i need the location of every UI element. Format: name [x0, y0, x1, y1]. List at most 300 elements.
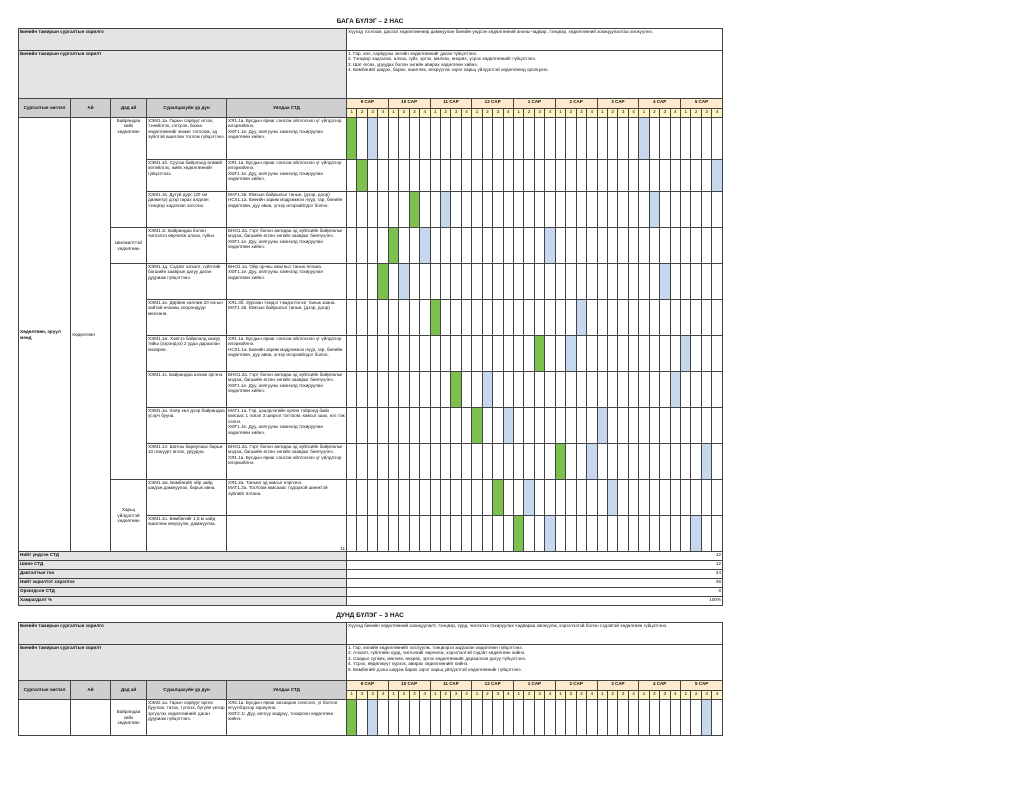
week-cell [670, 264, 680, 300]
integrated-item: ХӨГ1.1е. Дуу, аялгууны хэмнэлд тохируулан хөдөлгөөн хийнэ. [228, 238, 324, 250]
week-cell [409, 160, 419, 192]
integrated-cell [227, 336, 347, 372]
week-cell [534, 264, 544, 300]
week-cell [524, 408, 534, 444]
week-cell [472, 336, 482, 372]
week-cell [430, 444, 440, 480]
review-week-cell [503, 408, 513, 444]
week-cell [440, 700, 450, 736]
week-cell [534, 444, 544, 480]
week-cell [639, 408, 649, 444]
week-cell [597, 228, 607, 264]
week-cell [378, 228, 388, 264]
week-cell [357, 480, 367, 516]
week-cell [566, 444, 576, 480]
week-cell [472, 118, 482, 160]
week-cell [451, 118, 461, 160]
week-cell [660, 192, 670, 228]
week-cell [660, 336, 670, 372]
week-cell [701, 372, 711, 408]
month-header: 9 САР [347, 99, 389, 109]
week-cell [691, 160, 701, 192]
week-cell [378, 118, 388, 160]
week-cell [545, 118, 555, 160]
week-cell [514, 444, 524, 480]
header-area: Сургалтын чиглэл [19, 681, 71, 700]
week-cell [482, 300, 492, 336]
week-cell [555, 160, 565, 192]
week-number: 2 [649, 691, 659, 700]
week-cell [357, 118, 367, 160]
week-cell [555, 264, 565, 300]
week-cell [545, 372, 555, 408]
summary-value: 36 [347, 579, 723, 588]
subgroup-cell: Байрандаа хийх хөдөлгөөн [111, 700, 147, 736]
summary-label: Шинэ СТД [19, 561, 347, 570]
week-cell [524, 336, 534, 372]
week-cell [399, 444, 409, 480]
subarea-cell [71, 700, 111, 736]
week-cell [681, 700, 691, 736]
integrated-item: МАТ1.3в. Юмсын байршлыг таньж, (дээр, доор) [228, 192, 330, 197]
week-number: 3 [409, 109, 419, 118]
week-cell [649, 264, 659, 300]
week-cell [493, 444, 503, 480]
week-number: 3 [660, 109, 670, 118]
week-cell [587, 300, 597, 336]
integrated-item: ХЯ1.1а. Бусдын яриаг сонсож ойлгосноо үг үйлдлээр илэрхийлнэ. [228, 160, 342, 171]
week-cell [670, 516, 680, 552]
review-week-cell [701, 444, 711, 480]
week-cell [587, 160, 597, 192]
week-cell [670, 336, 680, 372]
week-cell [597, 372, 607, 408]
week-cell [576, 336, 586, 372]
week-cell [420, 336, 430, 372]
week-cell [503, 264, 513, 300]
review-week-cell [545, 516, 555, 552]
month-header: 2 САР [555, 681, 597, 691]
week-cell [607, 336, 617, 372]
week-cell [503, 192, 513, 228]
week-cell [639, 480, 649, 516]
week-cell [545, 192, 555, 228]
objective-item: 5. Бөмбөгийг дээш шидэж барих зэрэг харьц үйлдэлтэй хөдөлгөөнийг гүйцэтгэнэ. [348, 666, 522, 672]
header-integrated: Уялдаа СТД [227, 681, 347, 700]
week-cell [503, 372, 513, 408]
week-cell [607, 160, 617, 192]
week-cell [534, 228, 544, 264]
week-cell [712, 300, 723, 336]
week-cell [388, 444, 398, 480]
week-cell [587, 408, 597, 444]
week-cell [649, 300, 659, 336]
week-cell [514, 118, 524, 160]
week-cell [649, 160, 659, 192]
week-cell [691, 700, 701, 736]
week-cell [482, 228, 492, 264]
outcome-cell: ХЭМ1.1в. Дугуй дурс (20 см диаметр) дээр гарах алдлан тэнцвэр хадгалан зогсоно. [147, 192, 227, 228]
week-cell [566, 228, 576, 264]
review-week-cell [440, 192, 450, 228]
week-cell [649, 118, 659, 160]
week-cell [649, 516, 659, 552]
week-cell [461, 192, 471, 228]
week-cell [399, 228, 409, 264]
review-week-cell [670, 372, 680, 408]
review-week-cell [681, 336, 691, 372]
integrated-cell [227, 700, 347, 736]
week-cell [607, 372, 617, 408]
week-number: 1 [430, 109, 440, 118]
week-cell [440, 444, 450, 480]
week-cell [628, 192, 638, 228]
week-cell [639, 700, 649, 736]
planned-week-cell [555, 444, 565, 480]
week-cell [399, 300, 409, 336]
week-cell [691, 336, 701, 372]
week-cell [347, 372, 357, 408]
week-cell [388, 192, 398, 228]
integrated-cell [227, 372, 347, 408]
planned-week-cell [472, 408, 482, 444]
week-cell [649, 480, 659, 516]
week-cell [566, 160, 576, 192]
week-number: 2 [691, 109, 701, 118]
integrated-item: ХЯ1.3б. Зургаан тэмдэг тэмдэглэгээг таньж заана. [228, 300, 336, 305]
week-cell [472, 192, 482, 228]
week-cell [712, 444, 723, 480]
week-cell [409, 372, 419, 408]
week-number: 4 [378, 109, 388, 118]
week-cell [451, 480, 461, 516]
week-cell [409, 264, 419, 300]
integrated-item: ХЯ1.1а. Бусдын яриаг сонсож ойлгосноо үг үйлдлээр илэрхийлнэ. [228, 454, 342, 466]
week-cell [482, 700, 492, 736]
week-cell [399, 700, 409, 736]
integrated-cell [227, 480, 347, 516]
week-cell [534, 480, 544, 516]
integrated-item: ХЯ1.1а. Бусдын яриаг сонсож ойлгосноо үг үйлдлээр илэрхийлнэ. [228, 336, 342, 347]
week-cell [399, 118, 409, 160]
week-cell [566, 192, 576, 228]
week-number: 1 [472, 109, 482, 118]
week-cell [347, 336, 357, 372]
month-header: 11 САР [430, 99, 472, 109]
integrated-item: ХӨГ1.1е. Дуу, аялгууны хэмнэлд тохируулан хөдөлгөөн хийнэ. [228, 382, 324, 394]
week-cell [378, 516, 388, 552]
integrated-cell [227, 160, 347, 192]
week-cell [514, 336, 524, 372]
week-cell [409, 118, 419, 160]
week-cell [388, 372, 398, 408]
week-cell [399, 480, 409, 516]
week-number: 4 [587, 109, 597, 118]
week-cell [660, 444, 670, 480]
week-cell [420, 372, 430, 408]
week-cell [566, 700, 576, 736]
month-header: 10 САР [388, 681, 430, 691]
week-cell [545, 408, 555, 444]
week-cell [514, 408, 524, 444]
week-number: 3 [701, 109, 711, 118]
week-cell [628, 228, 638, 264]
objectives-label: Биеийн тамирын сургалтын зорилт [19, 51, 347, 99]
header-outcome: Суралцахуйн үр дүн [147, 99, 227, 118]
week-number: 3 [660, 691, 670, 700]
week-number: 2 [357, 691, 367, 700]
week-cell [420, 516, 430, 552]
header-outcome: Суралцахуйн үр дүн [147, 681, 227, 700]
week-cell [607, 444, 617, 480]
week-number: 2 [482, 691, 492, 700]
week-cell [691, 264, 701, 300]
week-cell [388, 516, 398, 552]
week-cell [639, 264, 649, 300]
week-number: 2 [440, 691, 450, 700]
objective-item: 2. Тэнцвэр хадгалах, алхах, гүйх, эргэх, мөлхөх, өнхрөх, үсрэх хөдөлгөөнийг гүйцэтгэнэ. [348, 56, 537, 62]
week-cell [576, 408, 586, 444]
week-cell [347, 192, 357, 228]
week-cell [670, 408, 680, 444]
integrated-cell [227, 228, 347, 264]
week-cell [451, 160, 461, 192]
week-cell [691, 480, 701, 516]
goal-text: Хүүхэд тоглоом, дасгал хөдөлгөөнөөр дамжуулан биеийн ундсэн хөдөлгөөний анхны чадвар, тэнцвэр, хөдөлгөөний зохицуулалтаа хөгжүүлнэ. [347, 29, 723, 51]
week-cell [660, 160, 670, 192]
week-cell [618, 516, 628, 552]
week-cell [555, 408, 565, 444]
review-week-cell [545, 228, 555, 264]
week-cell [440, 160, 450, 192]
week-cell [378, 300, 388, 336]
week-cell [357, 264, 367, 300]
week-cell [367, 480, 377, 516]
month-header: 4 САР [639, 681, 681, 691]
timetable-sheet [18, 16, 722, 736]
week-cell [430, 118, 440, 160]
week-cell [712, 700, 723, 736]
week-cell [461, 516, 471, 552]
week-cell [681, 228, 691, 264]
week-cell [440, 336, 450, 372]
week-cell [597, 700, 607, 736]
week-cell [587, 228, 597, 264]
integrated-item: ХӨГ1.1е. Дуу, аялгууны хэмнэлд тохируулан хөдөлгөөн хийнэ. [228, 128, 324, 140]
week-cell [472, 160, 482, 192]
week-cell [701, 118, 711, 160]
week-number: 1 [347, 691, 357, 700]
outcome-cell: ХЭМ1.1м. Бөмбөгийг ойр зайд шидэж дамжуулах, барьж авна. [147, 480, 227, 516]
week-cell [347, 264, 357, 300]
week-cell [357, 700, 367, 736]
week-number: 3 [576, 691, 586, 700]
week-cell [472, 228, 482, 264]
week-number: 4 [545, 691, 555, 700]
week-cell [430, 160, 440, 192]
week-cell [587, 516, 597, 552]
week-cell [618, 408, 628, 444]
week-cell [555, 228, 565, 264]
week-cell [587, 700, 597, 736]
area-cell: Хөдөлгөөн, эрүүл мэнд [19, 118, 71, 552]
review-week-cell [691, 516, 701, 552]
week-cell [534, 700, 544, 736]
planned-week-cell [514, 516, 524, 552]
week-number: 3 [576, 109, 586, 118]
week-cell [493, 336, 503, 372]
week-cell [388, 700, 398, 736]
week-number: 1 [681, 691, 691, 700]
week-cell [482, 264, 492, 300]
week-cell [607, 516, 617, 552]
section-title: БАГА БҮЛЭГ – 2 НАС [336, 18, 404, 25]
week-number: 1 [514, 691, 524, 700]
week-cell [618, 480, 628, 516]
week-cell [628, 700, 638, 736]
week-cell [628, 480, 638, 516]
month-header: 10 САР [388, 99, 430, 109]
week-cell [514, 300, 524, 336]
week-cell [451, 444, 461, 480]
planned-week-cell [493, 480, 503, 516]
subgroup-cell [111, 264, 147, 480]
week-number: 1 [555, 109, 565, 118]
week-cell [399, 408, 409, 444]
week-cell [639, 336, 649, 372]
objectives-text-2 [347, 645, 723, 681]
week-cell [628, 118, 638, 160]
week-cell [639, 228, 649, 264]
week-cell [503, 516, 513, 552]
week-cell [534, 192, 544, 228]
week-cell [618, 300, 628, 336]
week-cell [660, 118, 670, 160]
week-number: 4 [628, 691, 638, 700]
week-cell [545, 160, 555, 192]
week-cell [482, 480, 492, 516]
week-cell [514, 228, 524, 264]
week-cell [493, 516, 503, 552]
week-cell [712, 192, 723, 228]
planned-week-cell [357, 160, 367, 192]
week-cell [440, 228, 450, 264]
outcome-cell: ХЭМ2.1а. Гарын сарвууг өргөх буулгах, татах, түлхэх, бүгүйн үеээр эргүүлэх хөдөлгөөнийг даган дууриаж гүйцэтгэнэ. [147, 700, 227, 736]
goal-text-2: Хүүхэд биеийн хөдөлгөөний зохицуулалт, тэнцвэр, хурд, чиглэлээ тохируулах чадвараа хөгжүүлж, хэрэглээтэй болон сэдэвтэй хөдөлгөөн гүйцэтгэнэ. [347, 623, 723, 645]
week-cell [367, 408, 377, 444]
week-cell [681, 372, 691, 408]
review-week-cell [367, 118, 377, 160]
week-cell [545, 480, 555, 516]
week-cell [409, 300, 419, 336]
planned-week-cell [347, 118, 357, 160]
objective-item: 4. Бөмбөгийг шидэх, барих, өшиглөх, өнхрүүлэх зэрэг харьц үйлдэлтэй хөдөлгөөнд оролцоно. [348, 67, 549, 73]
week-cell [378, 408, 388, 444]
week-number: 1 [555, 691, 565, 700]
row-count: 11 [227, 516, 347, 552]
week-cell [503, 480, 513, 516]
week-number: 4 [503, 691, 513, 700]
week-cell [503, 160, 513, 192]
week-cell [524, 372, 534, 408]
week-cell [493, 700, 503, 736]
integrated-cell [227, 408, 347, 444]
week-cell [587, 372, 597, 408]
week-cell [576, 118, 586, 160]
week-cell [701, 336, 711, 372]
week-cell [681, 480, 691, 516]
week-cell [670, 160, 680, 192]
week-cell [681, 192, 691, 228]
week-cell [430, 264, 440, 300]
integrated-item: ХӨГ1.1е. Дуу, аялгууны хэмнэлд тохируулан хөдөлгөөн хийнэ. [228, 170, 324, 182]
week-cell [493, 160, 503, 192]
week-cell [357, 444, 367, 480]
week-cell [367, 264, 377, 300]
week-cell [514, 700, 524, 736]
week-cell [409, 408, 419, 444]
week-cell [576, 228, 586, 264]
week-cell [670, 700, 680, 736]
review-week-cell [482, 372, 492, 408]
week-cell [670, 118, 680, 160]
week-number: 4 [587, 691, 597, 700]
month-header: 1 САР [514, 681, 556, 691]
week-cell [587, 192, 597, 228]
week-cell [388, 118, 398, 160]
integrated-item: МАТ1.3в. Юмсын байршлыг таньж, (дээр, доор) [228, 305, 330, 311]
integrated-item: ХЯ2.1а. Бусдын яриаг анхааран сонсоно, үг болгон өгүүлбэрээр хариулна. [228, 700, 338, 711]
week-number: 3 [493, 691, 503, 700]
week-cell [367, 444, 377, 480]
outcome-cell: ХЭМ1.1ж. Хэвтээ байрлалд хажуу тийш (хэрэндээ) 2 удаа дараалан өнхөрнө. [147, 336, 227, 372]
objectives-text [347, 51, 723, 99]
week-number: 3 [409, 691, 419, 700]
week-cell [482, 408, 492, 444]
week-cell [712, 372, 723, 408]
week-cell [451, 264, 461, 300]
month-header: 5 САР [681, 99, 723, 109]
week-cell [639, 192, 649, 228]
week-cell [618, 118, 628, 160]
week-cell [482, 192, 492, 228]
week-number: 2 [566, 691, 576, 700]
week-cell [409, 336, 419, 372]
integrated-item: НСХ1.1а. Биеийн зарим мэдрэмжээ нүүр, гар, биеийн хөдөлгөөн, дуу авиа, үгээр илэрхийлдэг болно. [228, 197, 343, 208]
integrated-item: ХӨГ1.1е. Дуу, аялгууны хэмнэлд тохируулан хөдөлгөөн хийнэ. [228, 269, 324, 280]
week-cell [649, 336, 659, 372]
week-number: 2 [649, 109, 659, 118]
week-cell [628, 264, 638, 300]
week-cell [357, 228, 367, 264]
outcome-cell: ХЭМ1.1е. Дөрвөн хөллөж 20 см-ын зайтай ачааны хоорондуур мөлхөнө. [147, 300, 227, 336]
week-cell [566, 480, 576, 516]
week-number: 1 [639, 109, 649, 118]
week-number: 2 [524, 691, 534, 700]
week-cell [712, 480, 723, 516]
week-cell [357, 192, 367, 228]
week-cell [430, 192, 440, 228]
week-cell [409, 228, 419, 264]
integrated-item: ХЯ1.1а. Бусдын яриаг сонсож ойлгосноо үг үйлдлээр илэрхийлнэ. [228, 118, 342, 129]
week-cell [712, 264, 723, 300]
week-number: 1 [388, 109, 398, 118]
week-cell [347, 516, 357, 552]
week-cell [420, 160, 430, 192]
week-number: 3 [618, 691, 628, 700]
integrated-item: БНО1.2а. Гэрт болон ангидаа эд зүйлсийн байрлалыг мэдэж, багшийн өгсөн энгийн зааврыг биелүүлнэ. [228, 372, 343, 383]
header-subsub: Дэд ай [111, 99, 147, 118]
